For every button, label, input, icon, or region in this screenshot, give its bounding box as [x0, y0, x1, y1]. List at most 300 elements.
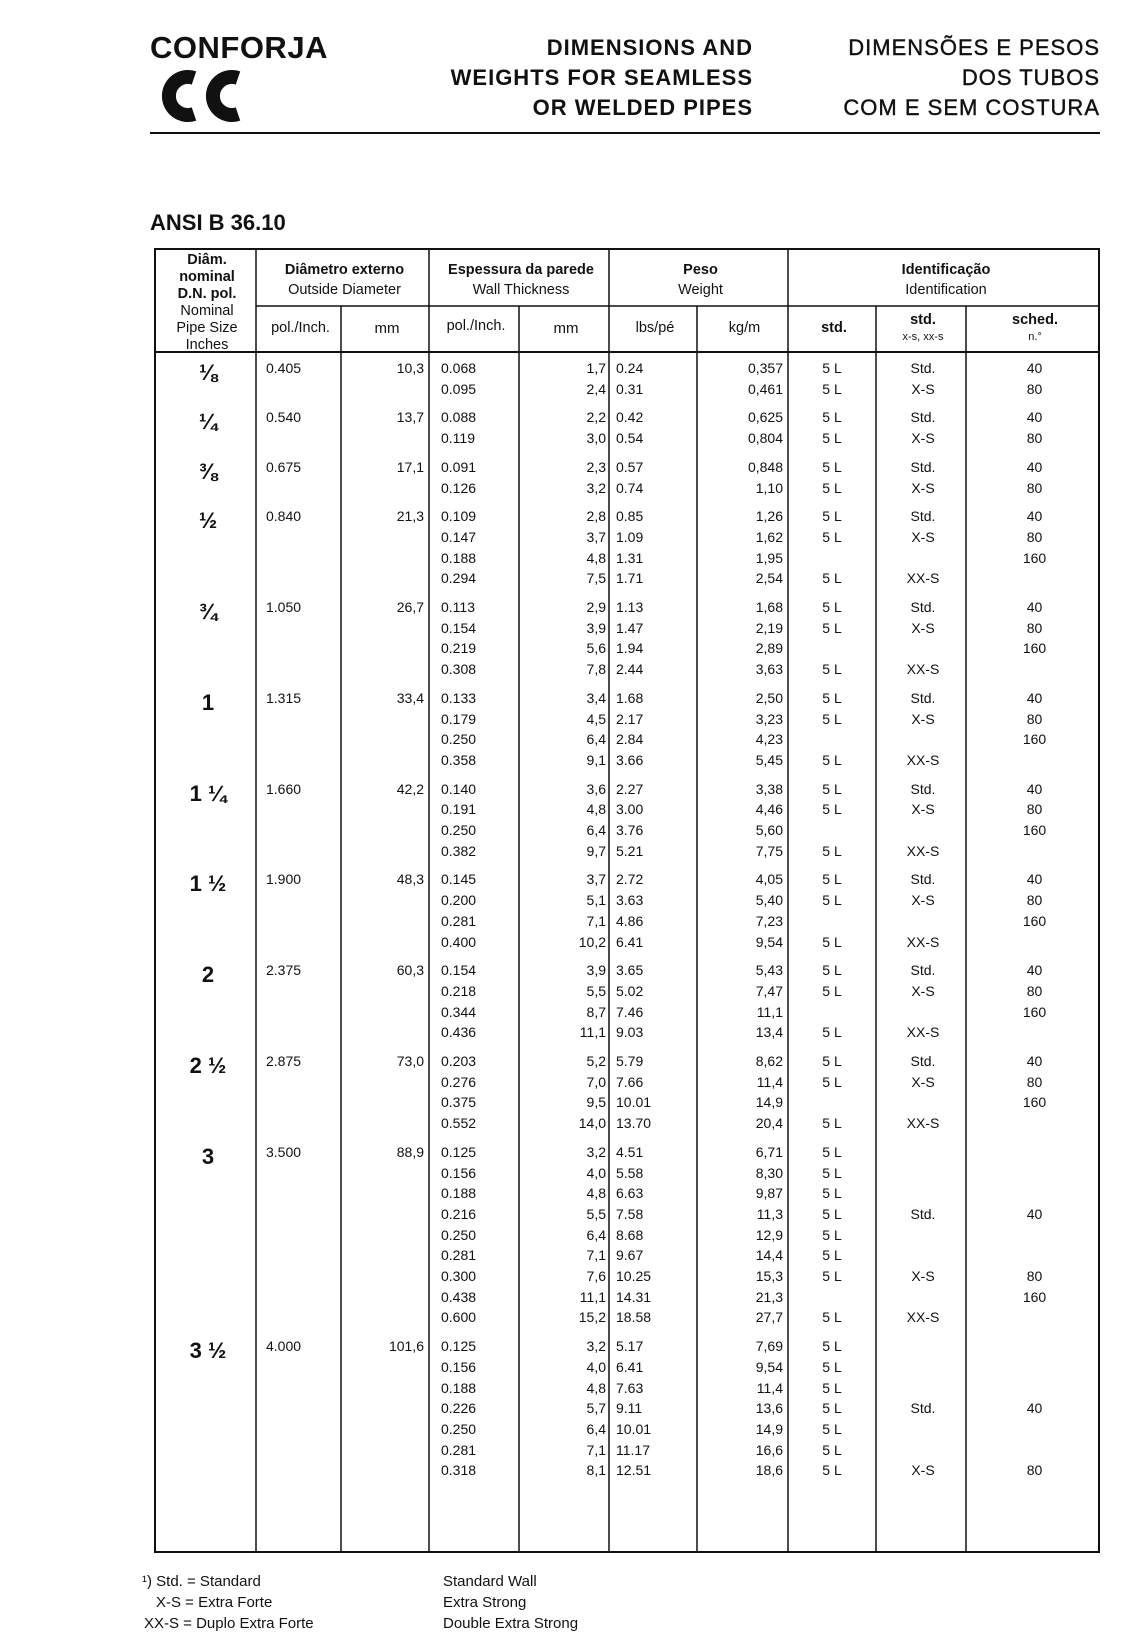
weight-lbs-ft: 0.24: [616, 360, 644, 376]
std-class: X-S: [911, 801, 935, 818]
std-grade: 5 L: [822, 1115, 842, 1132]
weight-lbs-ft: 5.58: [616, 1164, 644, 1181]
weight-lbs-ft: 9.11: [616, 1400, 643, 1417]
wall-thickness-inch: 0.125: [441, 1338, 477, 1355]
wall-thickness-inch: 0.281: [441, 1247, 477, 1264]
std-grade: 5 L: [822, 458, 842, 475]
wall-thickness-mm: 9,1: [586, 751, 606, 768]
std-class: XX-S: [906, 1024, 940, 1041]
nominal-size: 1 ½: [189, 871, 227, 897]
outside-diameter-en: Outside Diameter: [288, 282, 401, 298]
weight-kg-m: 7,47: [755, 982, 783, 999]
wall-thickness-mm: 14,0: [578, 1115, 606, 1132]
schedule: 80: [1026, 1268, 1043, 1284]
wall-thickness-mm: 3,2: [586, 1143, 606, 1160]
wall-thickness-inch: 0.088: [441, 409, 477, 426]
std-grade: 5 L: [822, 892, 842, 909]
wall-thickness-inch: 0.358: [441, 751, 477, 768]
weight-lbs-ft: 1.09: [616, 528, 644, 545]
weight-lbs-ft: 5.02: [616, 982, 644, 999]
std-class: Std.: [910, 458, 936, 475]
weight-kg-m: 7,69: [755, 1338, 783, 1355]
wall-thickness-mm: 3,2: [586, 1338, 606, 1355]
wall-thickness-inch: 0.276: [441, 1073, 477, 1090]
weight-kg-m: 1,68: [755, 599, 783, 615]
std-grade: 5 L: [822, 508, 842, 525]
weight-kg-m: 27,7: [755, 1309, 783, 1326]
weight-kg-m: 11,1: [756, 1003, 783, 1020]
weight-kg-m: 13,4: [755, 1024, 783, 1041]
std-class-header: [878, 312, 968, 346]
wall-thickness-mm: 9,5: [586, 1094, 606, 1111]
weight-en: Weight: [678, 282, 723, 298]
wall-thickness-mm: 6,4: [586, 822, 606, 838]
std-grade: 5 L: [822, 962, 842, 979]
header-divider: [150, 132, 1100, 134]
wall-thickness-inch: 0.154: [441, 619, 477, 636]
header-english-line: OR WELDED PIPES: [532, 95, 753, 120]
outside-diameter-inch: 1.900: [266, 871, 302, 888]
std-grade: 5 L: [822, 801, 842, 818]
weight-kg-m: 11,4: [756, 1073, 783, 1090]
std-class: X-S: [911, 710, 935, 727]
wall-thickness-inch: 0.140: [441, 780, 477, 797]
weight-kg-m: 2,50: [755, 689, 783, 706]
std-grade: 5 L: [822, 871, 842, 888]
weight-lbs-ft: 6.41: [616, 1358, 644, 1375]
weight-kg-m: 1,95: [755, 549, 783, 566]
weight-kg-m: 8,62: [755, 1053, 783, 1069]
std-class: XX-S: [906, 661, 940, 678]
std-class: X-S: [911, 982, 935, 999]
wall-thickness-inch: 0.125: [441, 1143, 477, 1160]
header-english-line: WEIGHTS FOR SEAMLESS: [450, 65, 753, 90]
weight-kg-m: 3,38: [755, 780, 783, 797]
std-header: std.: [821, 320, 847, 336]
schedule: 40: [1026, 871, 1043, 888]
sched-sub: n.°: [1028, 331, 1042, 343]
outside-diameter-mm: 10,3: [396, 360, 424, 376]
std-grade: 5 L: [822, 1053, 842, 1069]
schedule: 80: [1026, 1073, 1043, 1090]
nominal-size: 3: [201, 1143, 215, 1169]
kg-header: kg/m: [728, 320, 761, 336]
outside-diameter-mm: 21,3: [396, 508, 424, 525]
weight-kg-m: 1,26: [755, 508, 783, 525]
weight-kg-m: 9,54: [755, 1358, 783, 1375]
footnote-line: X-S = Extra Forte: [156, 1594, 273, 1611]
od-mm-header: mm: [374, 320, 400, 337]
weight-lbs-ft: 10.01: [616, 1420, 652, 1437]
wall-thickness-inch: 0.400: [441, 933, 477, 950]
std-class: Std.: [910, 689, 936, 706]
outside-diameter-mm: 73,0: [396, 1053, 424, 1069]
outside-diameter-inch: 0.840: [266, 508, 302, 525]
wall-thickness-inch: 0.344: [441, 1003, 477, 1020]
brand-name: CONFORJA: [150, 30, 328, 65]
header-english: [451, 33, 753, 123]
std-grade: 5 L: [822, 1462, 842, 1479]
wall-thickness-mm: 5,2: [586, 1053, 606, 1069]
nominal-size: ¼: [198, 409, 218, 435]
std-grade: 5 L: [822, 570, 842, 587]
wall-thickness-mm: 2,3: [586, 458, 606, 475]
footnote-line: Double Extra Strong: [443, 1615, 579, 1632]
header-english-line: DIMENSIONS AND: [546, 35, 753, 60]
wall-thickness-inch: 0.438: [441, 1288, 477, 1305]
wall-thickness-mm: 3,7: [586, 528, 606, 545]
wall-thickness-pt: Espessura da parede: [448, 262, 594, 278]
outside-diameter-mm: 88,9: [396, 1143, 424, 1160]
schedule: 40: [1026, 599, 1043, 615]
wall-thickness-mm: 6,4: [586, 1226, 606, 1243]
footnote-line: ¹) Std. = Standard: [142, 1573, 261, 1590]
std-grade: 5 L: [822, 1164, 842, 1181]
std-grade: 5 L: [822, 1358, 842, 1375]
standard-title: ANSI B 36.10: [150, 210, 286, 235]
weight-kg-m: 9,87: [755, 1185, 783, 1202]
weight-kg-m: 5,60: [755, 822, 783, 838]
std-grade: 5 L: [822, 842, 842, 859]
std-class: Std.: [910, 599, 936, 615]
weight-lbs-ft: 3.65: [616, 962, 644, 979]
nominal-header-line: Nominal: [180, 303, 234, 319]
outside-diameter-inch: 0.405: [266, 360, 302, 376]
wall-thickness-inch: 0.126: [441, 479, 477, 496]
weight-lbs-ft: 3.76: [616, 822, 644, 838]
weight-lbs-ft: 9.67: [616, 1247, 644, 1264]
outside-diameter-inch: 1.050: [266, 599, 302, 615]
wall-thickness-inch: 0.119: [441, 430, 475, 447]
std-class: Std.: [910, 1400, 936, 1417]
schedule: 80: [1026, 801, 1043, 818]
std-class: X-S: [911, 380, 935, 397]
std-grade: 5 L: [822, 599, 842, 615]
wall-thickness-mm: 6,4: [586, 1420, 606, 1437]
pipe-dimensions-table: [154, 248, 1100, 1553]
weight-lbs-ft: 1.31: [616, 549, 644, 566]
wall-thickness-mm: 3,6: [586, 780, 606, 797]
weight-kg-m: 5,40: [755, 892, 783, 909]
lbs-header: lbs/pé: [635, 320, 675, 336]
nominal-size: 3 ½: [189, 1338, 227, 1364]
wall-thickness-mm: 10,2: [578, 933, 606, 950]
nominal-header-line: Inches: [185, 337, 229, 353]
schedule: 40: [1026, 360, 1043, 376]
outside-diameter-inch: 3.500: [266, 1143, 302, 1160]
schedule: 160: [1022, 549, 1047, 566]
footnote-line: Extra Strong: [443, 1594, 527, 1611]
std-class: X-S: [911, 619, 935, 636]
std-class: XX-S: [906, 1115, 940, 1132]
footnote-line: XX-S = Duplo Extra Forte: [144, 1615, 314, 1632]
wall-thickness-mm: 5,5: [586, 982, 606, 999]
nominal-size: ⅛: [198, 360, 218, 385]
std-grade: 5 L: [822, 1379, 842, 1396]
wall-thickness-inch: 0.600: [441, 1309, 477, 1326]
outside-diameter-inch: 2.375: [266, 962, 302, 979]
outside-diameter-inch: 4.000: [266, 1338, 302, 1355]
weight-lbs-ft: 9.03: [616, 1024, 644, 1041]
weight-kg-m: 0,461: [747, 380, 783, 397]
weight-kg-m: 12,9: [755, 1226, 783, 1243]
schedule: 160: [1022, 912, 1047, 929]
outside-diameter-inch: 0.540: [266, 409, 302, 426]
nominal-size: 1: [201, 689, 215, 715]
weight-lbs-ft: 3.66: [616, 751, 644, 768]
weight-kg-m: 14,9: [755, 1420, 783, 1437]
weight-lbs-ft: 1.47: [616, 619, 644, 636]
weight-lbs-ft: 1.13: [616, 599, 644, 615]
weight-kg-m: 2,19: [755, 619, 783, 636]
wall-thickness-mm: 2,2: [586, 409, 606, 426]
wall-thickness-inch: 0.294: [441, 570, 477, 587]
identification-pt: Identificação: [901, 262, 991, 278]
std-grade: 5 L: [822, 1309, 842, 1326]
std-class: Std.: [910, 409, 936, 426]
weight-lbs-ft: 6.63: [616, 1185, 644, 1202]
nominal-size: 2 ½: [189, 1053, 227, 1078]
weight-lbs-ft: 0.54: [616, 430, 644, 447]
wall-thickness-inch: 0.308: [441, 661, 477, 678]
wall-thickness-mm: 3,7: [586, 871, 606, 888]
wall-thickness-mm: 7,1: [586, 912, 606, 929]
schedule: 80: [1026, 430, 1043, 447]
schedule: 160: [1022, 640, 1047, 657]
weight-lbs-ft: 0.31: [616, 380, 644, 397]
schedule: 80: [1026, 710, 1043, 727]
std-class: Std.: [910, 780, 936, 797]
wall-thickness-inch: 0.203: [441, 1053, 477, 1069]
wall-thickness-mm: 2,4: [586, 380, 606, 397]
wall-thickness-header: [431, 262, 611, 299]
weight-kg-m: 20,4: [755, 1115, 783, 1132]
wall-thickness-inch: 0.281: [441, 1441, 477, 1458]
weight-kg-m: 4,46: [755, 801, 783, 818]
std-class: X-S: [911, 479, 935, 496]
weight-kg-m: 1,10: [755, 479, 783, 496]
weight-header: [611, 262, 790, 299]
wall-thickness-inch: 0.179: [441, 710, 477, 727]
wall-thickness-mm: 11,1: [579, 1024, 606, 1041]
wall-thickness-inch: 0.218: [441, 982, 477, 999]
std-grade: 5 L: [822, 360, 842, 376]
wall-thickness-inch: 0.250: [441, 731, 477, 748]
wall-thickness-inch: 0.068: [441, 360, 477, 376]
wall-thickness-inch: 0.188: [441, 549, 477, 566]
weight-lbs-ft: 1.68: [616, 689, 644, 706]
weight-kg-m: 4,05: [755, 871, 783, 888]
nominal-size: 2: [201, 962, 215, 988]
weight-lbs-ft: 6.41: [616, 933, 644, 950]
wall-thickness-inch: 0.113: [441, 599, 475, 615]
wall-thickness-inch: 0.281: [441, 912, 477, 929]
wall-thickness-inch: 0.226: [441, 1400, 477, 1417]
std-grade: 5 L: [822, 661, 842, 678]
schedule: 40: [1026, 1053, 1043, 1069]
std-grade: 5 L: [822, 689, 842, 706]
weight-kg-m: 1,62: [755, 528, 783, 545]
std-class: XX-S: [906, 842, 940, 859]
wall-thickness-inch: 0.300: [441, 1268, 477, 1284]
wall-thickness-mm: 7,1: [586, 1441, 606, 1458]
std-class: Std.: [910, 871, 936, 888]
wall-thickness-mm: 3,4: [586, 689, 606, 706]
wall-thickness-mm: 7,5: [586, 570, 606, 587]
weight-kg-m: 0,804: [747, 430, 783, 447]
wall-thickness-mm: 4,8: [586, 1185, 606, 1202]
schedule: 40: [1026, 962, 1043, 979]
outside-diameter-inch: 1.315: [266, 689, 302, 706]
wall-thickness-mm: 3,9: [586, 962, 606, 979]
weight-lbs-ft: 7.66: [616, 1073, 644, 1090]
wall-thickness-inch: 0.154: [441, 962, 477, 979]
wall-thickness-mm: 4,8: [586, 801, 606, 818]
std-grade: 5 L: [822, 1400, 842, 1417]
schedule: 80: [1026, 528, 1043, 545]
identification-en: Identification: [905, 282, 987, 298]
std-grade: 5 L: [822, 528, 842, 545]
weight-lbs-ft: 4.51: [616, 1143, 644, 1160]
wall-thickness-mm: 5,6: [586, 640, 606, 657]
weight-kg-m: 11,4: [756, 1379, 783, 1396]
schedule: 40: [1026, 1205, 1043, 1222]
wall-thickness-inch: 0.250: [441, 1420, 477, 1437]
weight-lbs-ft: 2.72: [616, 871, 644, 888]
wall-thickness-mm: 5,5: [586, 1205, 606, 1222]
schedule: 160: [1022, 1288, 1047, 1305]
wall-thickness-mm: 1,7: [586, 360, 606, 376]
weight-lbs-ft: 2.17: [616, 710, 644, 727]
wall-thickness-inch: 0.188: [441, 1379, 477, 1396]
nominal-size: ½: [198, 508, 218, 534]
wall-thickness-mm: 3,0: [586, 430, 606, 447]
weight-lbs-ft: 8.68: [616, 1226, 644, 1243]
weight-kg-m: 4,23: [755, 731, 783, 748]
weight-kg-m: 21,3: [755, 1288, 783, 1305]
std-class: Std.: [910, 360, 936, 376]
schedule: 40: [1026, 780, 1043, 797]
std-class: XX-S: [906, 1309, 940, 1326]
header-portuguese: [843, 33, 1100, 123]
wall-thickness-mm: 9,7: [586, 842, 606, 859]
outside-diameter-mm: 60,3: [396, 962, 424, 979]
std-class: X-S: [911, 528, 935, 545]
weight-lbs-ft: 14.31: [616, 1288, 652, 1305]
sched-header: [968, 312, 1102, 346]
schedule: 160: [1022, 822, 1047, 838]
wall-thickness-mm: 4,5: [586, 710, 606, 727]
outside-diameter-mm: 26,7: [396, 599, 424, 615]
nominal-header-line: nominal: [179, 269, 235, 285]
wall-thickness-mm: 7,6: [586, 1268, 606, 1284]
std-class: Std.: [910, 962, 936, 979]
weight-lbs-ft: 13.70: [616, 1115, 652, 1132]
weight-lbs-ft: 10.01: [616, 1094, 652, 1111]
footnote-left: [142, 1571, 314, 1634]
std-class: X-S: [911, 1268, 935, 1284]
weight-kg-m: 2,89: [755, 640, 783, 657]
wall-thickness-mm: 4,0: [586, 1358, 606, 1375]
schedule: 80: [1026, 479, 1043, 496]
outside-diameter-pt: Diâmetro externo: [284, 262, 405, 278]
wall-thickness-inch: 0.250: [441, 1226, 477, 1243]
std-class: XX-S: [906, 751, 940, 768]
schedule: 160: [1022, 1094, 1047, 1111]
wall-thickness-inch: 0.191: [441, 801, 477, 818]
wall-thickness-inch: 0.109: [441, 508, 477, 525]
schedule: 40: [1026, 689, 1043, 706]
std-grade: 5 L: [822, 1185, 842, 1202]
std-grade: 5 L: [822, 780, 842, 797]
weight-lbs-ft: 18.58: [616, 1309, 652, 1326]
weight-lbs-ft: 10.25: [616, 1268, 652, 1284]
weight-kg-m: 6,71: [755, 1143, 783, 1160]
wall-thickness-inch: 0.095: [441, 380, 477, 397]
std-grade: 5 L: [822, 1024, 842, 1041]
schedule: 80: [1026, 982, 1043, 999]
wall-thickness-mm: 2,9: [586, 599, 606, 615]
weight-lbs-ft: 7.63: [616, 1379, 644, 1396]
weight-lbs-ft: 4.86: [616, 912, 644, 929]
wall-thickness-inch: 0.216: [441, 1205, 477, 1222]
weight-kg-m: 14,4: [755, 1247, 783, 1264]
wall-thickness-mm: 11,1: [579, 1288, 606, 1305]
std-class: X-S: [911, 892, 935, 909]
wall-thickness-mm: 4,8: [586, 549, 606, 566]
weight-kg-m: 15,3: [755, 1268, 783, 1284]
wt-inch-header: pol./Inch.: [446, 318, 506, 334]
wall-thickness-mm: 15,2: [578, 1309, 606, 1326]
wall-thickness-inch: 0.382: [441, 842, 477, 859]
weight-kg-m: 5,43: [755, 962, 783, 979]
std-class: Std.: [910, 1053, 936, 1069]
weight-kg-m: 5,45: [755, 751, 783, 768]
wall-thickness-inch: 0.188: [441, 1185, 477, 1202]
wall-thickness-inch: 0.145: [441, 871, 477, 888]
wall-thickness-mm: 5,7: [586, 1400, 606, 1417]
weight-lbs-ft: 3.00: [616, 801, 644, 818]
weight-lbs-ft: 7.46: [616, 1003, 644, 1020]
weight-kg-m: 9,54: [755, 933, 783, 950]
wall-thickness-mm: 5,1: [586, 892, 606, 909]
weight-kg-m: 13,6: [755, 1400, 783, 1417]
std-class: Std.: [910, 508, 936, 525]
wall-thickness-mm: 3,2: [586, 479, 606, 496]
identification-header: [790, 262, 1102, 299]
wall-thickness-inch: 0.375: [441, 1094, 477, 1111]
std-class-label: std.: [910, 312, 936, 328]
wall-thickness-mm: 7,0: [586, 1073, 606, 1090]
weight-lbs-ft: 2.44: [616, 661, 644, 678]
outside-diameter-inch: 2.875: [266, 1053, 302, 1069]
std-grade: 5 L: [822, 1226, 842, 1243]
outside-diameter-mm: 33,4: [396, 689, 424, 706]
std-grade: 5 L: [822, 1205, 842, 1222]
schedule: 40: [1026, 458, 1043, 475]
wall-thickness-inch: 0.436: [441, 1024, 477, 1041]
std-grade: 5 L: [822, 1247, 842, 1264]
wall-thickness-inch: 0.200: [441, 892, 477, 909]
schedule: 40: [1026, 409, 1043, 426]
std-grade: 5 L: [822, 430, 842, 447]
weight-kg-m: 16,6: [755, 1441, 783, 1458]
schedule: 40: [1026, 508, 1043, 525]
std-grade: 5 L: [822, 710, 842, 727]
header-portuguese-line: COM E SEM COSTURA: [843, 95, 1100, 120]
std-grade: 5 L: [822, 1338, 842, 1355]
wall-thickness-en: Wall Thickness: [472, 282, 570, 298]
